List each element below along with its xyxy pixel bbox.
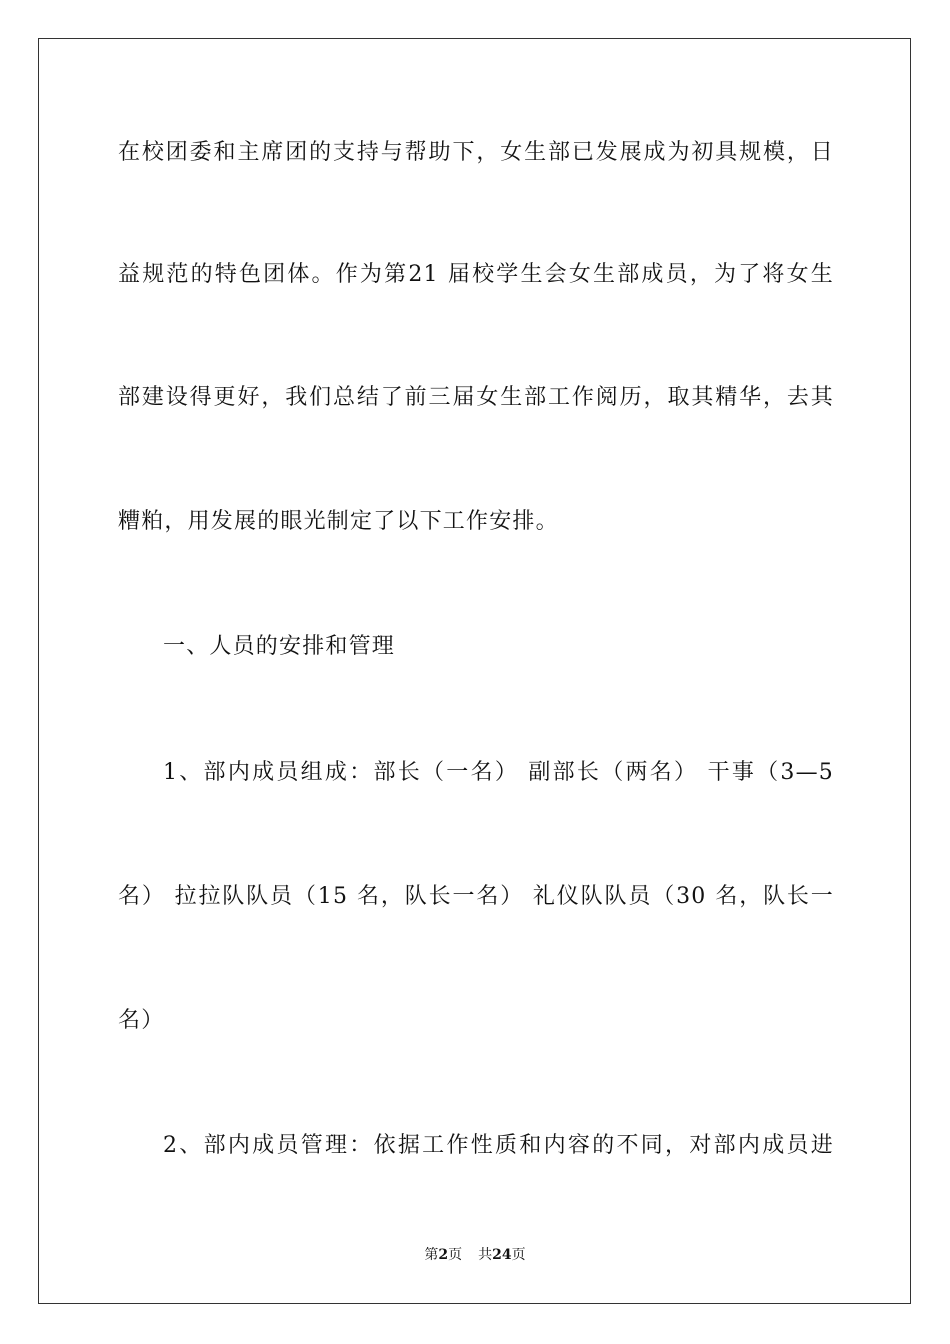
body-line-8: 名） bbox=[118, 1008, 165, 1033]
page-footer bbox=[0, 1246, 950, 1264]
footer-total-pages: 24 bbox=[492, 1247, 512, 1263]
body-line-1: 在校团委和主席团的支持与帮助下，女生部已发展成为初具规模，日 bbox=[118, 140, 834, 165]
page-border bbox=[38, 38, 911, 1304]
body-line-2: 益规范的特色团体。作为第21 届校学生会女生部成员，为了将女生 bbox=[118, 262, 834, 287]
footer-total-suffix: 页 bbox=[511, 1247, 526, 1263]
body-line-4: 糟粕，用发展的眼光制定了以下工作安排。 bbox=[118, 509, 559, 534]
section-heading: 一、人员的安排和管理 bbox=[163, 634, 396, 659]
body-line-7: 名） 拉拉队队员（15 名，队长一名） 礼仪队队员（30 名，队长一 bbox=[118, 884, 834, 909]
footer-total-prefix: 共 bbox=[478, 1247, 493, 1263]
footer-page-suffix: 页 bbox=[448, 1247, 463, 1263]
footer-page-prefix: 第 bbox=[424, 1247, 439, 1263]
body-line-3: 部建设得更好，我们总结了前三届女生部工作阅历，取其精华，去其 bbox=[118, 385, 834, 410]
body-line-9: 2、部内成员管理：依据工作性质和内容的不同，对部内成员进 bbox=[163, 1133, 834, 1158]
body-line-6: 1、部内成员组成：部长（一名） 副部长（两名） 干事（3—5 bbox=[163, 760, 834, 785]
footer-page-number: 2 bbox=[438, 1247, 449, 1263]
